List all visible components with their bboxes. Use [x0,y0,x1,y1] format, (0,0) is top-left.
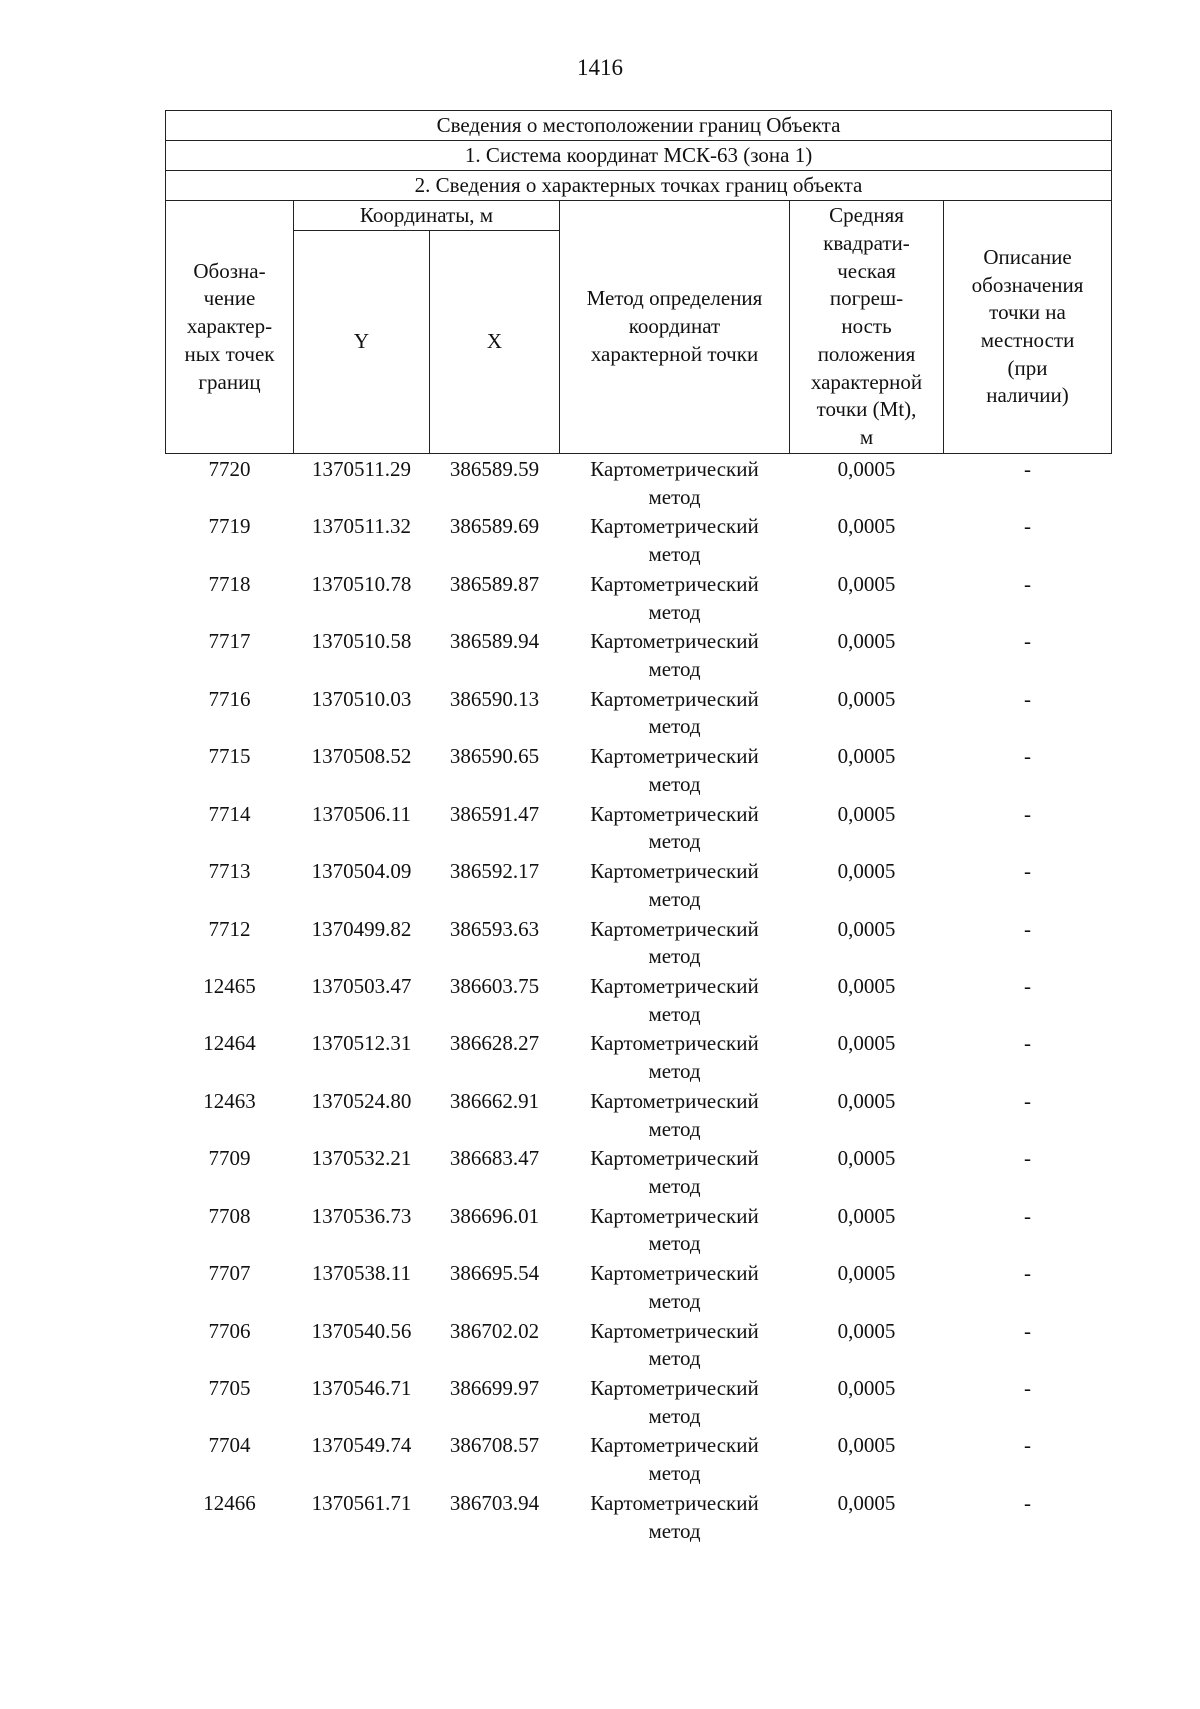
error-value: 0,0005 [837,1490,896,1515]
coord-x: 386703.94 [449,1490,540,1515]
point-id: 7707 [208,1261,251,1286]
method-line-1: Картометрический [590,1031,759,1056]
point-id: 12463 [203,1088,256,1113]
error-value: 0,0005 [837,1203,896,1228]
table-row [166,1316,1112,1373]
point-description: - [1024,1146,1032,1171]
header-y: Y [294,231,430,454]
method-cell [560,626,790,683]
error-value: 0,0005 [837,629,896,654]
point-id: 7704 [208,1433,251,1458]
error-value: 0,0005 [837,1433,896,1458]
method-line-1: Картометрический [590,1146,759,1171]
coord-y: 1370540.56 [311,1318,412,1343]
method-cell [560,856,790,913]
method-cell [560,971,790,1028]
method-line-2: метод [648,1001,701,1026]
coord-y: 1370511.32 [312,514,411,539]
point-description: - [1024,973,1032,998]
method-cell [560,1143,790,1200]
table-row [166,684,1112,741]
method-line-2: метод [648,886,701,911]
method-line-2: метод [648,657,701,682]
coord-y: 1370510.78 [311,571,412,596]
method-line-1: Картометрический [590,1203,759,1228]
method-line-1: Картометрический [590,686,759,711]
method-cell [560,1258,790,1315]
point-description: - [1024,1433,1032,1458]
method-line-1: Картометрический [590,457,759,481]
table-row [166,1143,1112,1200]
error-value: 0,0005 [837,457,896,481]
coord-y: 1370510.03 [311,686,412,711]
coordinate-system: 1. Система координат МСК-63 (зона 1) [166,141,1112,171]
table-row [166,1086,1112,1143]
coord-y: 1370511.29 [312,457,411,481]
error-value: 0,0005 [837,801,896,826]
page-number: 1416 [577,55,623,80]
table-row [166,569,1112,626]
coord-x: 386702.02 [449,1318,540,1343]
table-row [166,799,1112,856]
table-row [166,856,1112,913]
method-line-1: Картометрический [590,973,759,998]
table-row [166,1258,1112,1315]
error-value: 0,0005 [837,1376,896,1400]
coord-x: 386589.87 [449,571,540,596]
error-value: 0,0005 [837,744,896,769]
method-line-2: метод [648,1059,701,1084]
coord-x: 386695.54 [449,1261,540,1286]
method-line-2: метод [648,944,701,969]
table-row [166,1201,1112,1258]
coord-y: 1370538.11 [312,1261,411,1286]
point-id: 7705 [208,1376,251,1400]
point-id: 12466 [203,1490,256,1515]
point-description: - [1024,1031,1032,1056]
method-line-1: Картометрический [590,1088,759,1113]
method-line-2: метод [648,599,701,624]
error-value: 0,0005 [837,1261,896,1286]
method-line-1: Картометрический [590,859,759,884]
point-id: 7720 [208,457,251,481]
method-line-1: Картометрический [590,801,759,826]
method-line-2: метод [648,542,701,567]
point-id: 7719 [208,514,251,539]
method-line-2: метод [648,1518,701,1543]
coord-x: 386683.47 [449,1146,540,1171]
point-id: 7716 [208,686,251,711]
coord-y: 1370503.47 [311,973,412,998]
point-id: 12465 [203,973,256,998]
method-line-1: Картометрический [590,744,759,769]
point-description: - [1024,457,1032,481]
point-description: - [1024,916,1032,941]
point-description: - [1024,801,1032,826]
method-cell [560,741,790,798]
point-description: - [1024,571,1032,596]
coord-x: 386592.17 [449,859,540,884]
error-value: 0,0005 [837,1031,896,1056]
method-line-2: метод [648,1288,701,1313]
point-description: - [1024,1203,1032,1228]
table-row [166,1028,1112,1085]
header-description: Описание обозначения точки на местности (при наличии) [944,201,1112,454]
method-cell [560,914,790,971]
header-method: Метод определения координат характерной точки [560,201,790,454]
method-line-2: метод [648,1461,701,1486]
method-cell [560,1316,790,1373]
table-title: Сведения о местоположении границ Объекта [166,111,1112,141]
coord-x: 386696.01 [449,1203,540,1228]
method-line-2: метод [648,714,701,739]
point-description: - [1024,629,1032,654]
method-cell [560,569,790,626]
error-value: 0,0005 [837,686,896,711]
coord-y: 1370504.09 [311,859,412,884]
coord-x: 386603.75 [449,973,540,998]
method-line-2: метод [648,484,701,509]
method-cell [560,1086,790,1143]
point-description: - [1024,1318,1032,1343]
point-description: - [1024,686,1032,711]
method-line-2: метод [648,1231,701,1256]
table-row [166,914,1112,971]
method-line-1: Картометрический [590,1490,759,1515]
table-row [166,511,1112,568]
table-row [166,626,1112,683]
method-line-1: Картометрический [590,629,759,654]
coord-y: 1370512.31 [311,1031,412,1056]
method-line-1: Картометрический [590,916,759,941]
coord-y: 1370508.52 [311,744,412,769]
point-description: - [1024,1088,1032,1113]
coord-x: 386708.57 [449,1433,540,1458]
error-value: 0,0005 [837,973,896,998]
method-line-2: метод [648,1173,701,1198]
error-value: 0,0005 [837,1318,896,1343]
coord-y: 1370561.71 [311,1490,412,1515]
point-id: 12464 [203,1031,256,1056]
header-point-id: Обозна- чение характер- ных точек границ [166,201,294,454]
point-id: 7709 [208,1146,251,1171]
point-id: 7714 [208,801,251,826]
method-cell [560,1430,790,1487]
method-cell [560,1201,790,1258]
coord-y: 1370549.74 [311,1433,412,1458]
point-description: - [1024,744,1032,769]
header-error: Средняя квадрати- ческая погреш- ность положения характерной точки (Mt), м [790,201,944,454]
error-value: 0,0005 [837,1088,896,1113]
point-id: 7706 [208,1318,251,1343]
point-description: - [1024,514,1032,539]
method-line-1: Картометрический [590,1433,759,1458]
point-id: 7712 [208,916,251,941]
method-cell [560,1028,790,1085]
method-line-1: Картометрический [590,514,759,539]
point-id: 7718 [208,571,251,596]
table-row [166,454,1112,512]
method-cell [560,1488,790,1545]
section-title: 2. Сведения о характерных точках границ объекта [166,171,1112,201]
method-line-1: Картометрический [590,1261,759,1286]
method-line-1: Картометрический [590,1376,759,1400]
header-x: X [430,231,560,454]
header-coordinates: Координаты, м [294,201,560,231]
method-cell [560,799,790,856]
error-value: 0,0005 [837,514,896,539]
coord-x: 386699.97 [449,1376,540,1400]
point-description: - [1024,1490,1032,1515]
coord-y: 1370499.82 [311,916,412,941]
method-cell [560,684,790,741]
coord-x: 386589.59 [449,457,540,481]
table-body [166,454,1112,1546]
method-line-2: метод [648,771,701,796]
coord-y: 1370546.71 [311,1376,412,1400]
coord-y: 1370510.58 [311,629,412,654]
coord-x: 386628.27 [449,1031,540,1056]
coord-y: 1370532.21 [311,1146,412,1171]
method-line-1: Картометрический [590,1318,759,1343]
table-row [166,1488,1112,1545]
coord-x: 386590.13 [449,686,540,711]
error-value: 0,0005 [837,859,896,884]
table-header [166,111,1112,454]
table-row [166,1430,1112,1487]
method-line-2: метод [648,1346,701,1371]
method-cell [560,511,790,568]
method-line-2: метод [648,829,701,854]
point-description: - [1024,1376,1032,1400]
point-id: 7715 [208,744,251,769]
coord-x: 386593.63 [449,916,540,941]
point-id: 7708 [208,1203,251,1228]
point-description: - [1024,1261,1032,1286]
method-line-2: метод [648,1403,701,1428]
boundary-points-table [165,110,1112,1545]
table-row [166,1373,1112,1430]
point-id: 7713 [208,859,251,884]
error-value: 0,0005 [837,916,896,941]
coord-y: 1370536.73 [311,1203,412,1228]
error-value: 0,0005 [837,1146,896,1171]
coord-y: 1370524.80 [311,1088,412,1113]
table-row [166,741,1112,798]
method-cell [560,1373,790,1430]
point-id: 7717 [208,629,251,654]
method-cell [560,454,790,512]
coord-x: 386590.65 [449,744,540,769]
coord-x: 386589.69 [449,514,540,539]
point-description: - [1024,859,1032,884]
coord-x: 386589.94 [449,629,540,654]
coord-x: 386591.47 [449,801,540,826]
method-line-1: Картометрический [590,571,759,596]
error-value: 0,0005 [837,571,896,596]
coord-y: 1370506.11 [312,801,411,826]
table-row [166,971,1112,1028]
coord-x: 386662.91 [449,1088,540,1113]
method-line-2: метод [648,1116,701,1141]
